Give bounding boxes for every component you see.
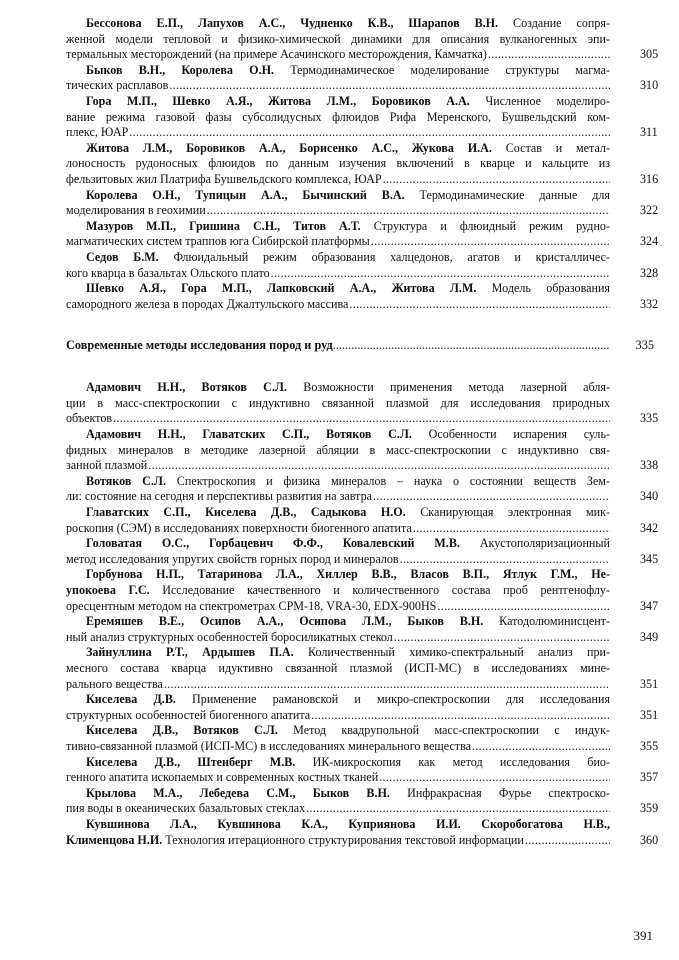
toc-entry — [66, 645, 659, 692]
entry-page-number: 360 — [640, 832, 659, 847]
toc-entry — [66, 536, 659, 567]
entry-page-number: 355 — [640, 738, 659, 753]
entry-page-number: 351 — [640, 707, 659, 722]
leader-dots — [129, 125, 610, 141]
leader-dots — [207, 203, 610, 219]
entry-last-line: пия воды в океанических базальтовых стеклах ..... — [66, 801, 610, 817]
entry-line: женной модели тепловой и физико-химической динамики для описания вулканогенных эпи- — [66, 31, 610, 46]
toc-entry — [66, 723, 659, 754]
toc-entry — [66, 16, 659, 63]
entry-page-number: 345 — [640, 551, 659, 566]
entry-line: Гора М.П., Шевко А.Я., Житова Л.М., Боровиков А.А. Численное моделиро- — [86, 93, 610, 108]
entry-line: Адамович Н.Н., Главатских С.П., Вотяков С.Л. Особенности испарения суль- — [86, 427, 611, 442]
entry-line: Вотяков С.Л. Спектроскопия и физика минералов – наука о состоянии веществ Зем- — [86, 473, 610, 488]
toc-entry — [66, 614, 659, 645]
entry-line: месного состава кварца идуктивно связанной плазмой (ИСП-МС) в исследованиях мине- — [66, 660, 610, 675]
entry-page-number: 311 — [640, 125, 658, 140]
toc-entry — [66, 567, 659, 614]
leader-dots — [148, 458, 610, 474]
leader-dots — [413, 521, 610, 537]
entry-line: Еремяшев В.Е., Осипов А.А., Осипова Л.М., Быков В.Н. Катодолюминисцент- — [86, 614, 610, 629]
toc-list-methods — [66, 380, 659, 848]
leader-dots — [349, 297, 610, 313]
entry-page-number: 335 — [640, 411, 659, 426]
leader-dots — [164, 677, 610, 693]
entry-page-number: 316 — [640, 171, 659, 186]
entry-last-line: метод исследования упругих свойств горных пород и минералов ..... — [66, 552, 610, 568]
leader-dots — [311, 708, 610, 724]
leader-dots — [333, 337, 610, 353]
entry-last-line: Клименцова Н.И. Технология итерационного структурирования текстовой информации ..... — [66, 833, 610, 849]
toc-entry — [66, 218, 659, 250]
entry-line: Бессонова Е.П., Лапухов А.С., Чудненко К.В., Шарапов В.Н. Создание сопря- — [86, 16, 611, 30]
leader-dots — [371, 234, 610, 250]
leader-dots — [383, 172, 610, 188]
entry-line: Адамович Н.Н., Вотяков С.Л. Возможности применения метода лазерной абля- — [86, 380, 610, 395]
toc-entry — [66, 754, 659, 786]
entry-line: упокоева Г.С. Исследование качественного и количественного состава проб рентгенофлу- — [66, 583, 610, 597]
leader-dots — [400, 552, 610, 568]
section-page-number: 335 — [635, 338, 654, 353]
entry-page-number: 359 — [640, 801, 659, 816]
entry-last-line: самородного железа в породах Джалтульского массива ..... — [66, 297, 610, 313]
entry-last-line: плекс, ЮАР ..... — [66, 125, 610, 141]
entry-last-line: занной плазмой ..... — [66, 458, 610, 474]
leader-dots — [525, 833, 610, 849]
entry-last-line: генного апатита ископаемых и современных костных тканей ..... — [66, 770, 610, 786]
entry-line: вание режима газовой фазы субсолидусных флюидов Рифа Меренского, Бушвельдский ком- — [66, 109, 610, 124]
entry-page-number: 332 — [640, 296, 659, 311]
entry-last-line: рального вещества ..... — [66, 677, 610, 693]
leader-dots — [169, 78, 610, 94]
entry-line: Быков В.Н., Королева О.Н. Термодинамическое моделирование структуры магма- — [86, 62, 610, 77]
entry-page-number: 340 — [640, 489, 659, 504]
entry-page-number: 338 — [640, 458, 659, 473]
entry-last-line: ный анализ структурных особенностей боросиликатных стекол ..... — [66, 630, 610, 646]
entry-line: фидных минералов в методике лазерной абляции в масс-спектроскопии с индуктивно свя- — [66, 442, 610, 457]
toc-entry — [66, 93, 658, 141]
entry-last-line: структурных особенностей биогенного апатита ..... — [66, 708, 610, 724]
entry-line: Житова Л.М., Боровиков А.А., Борисенко А.С., Жукова И.А. Состав и метал- — [86, 140, 610, 155]
toc-entry — [66, 281, 659, 312]
leader-dots — [306, 801, 610, 817]
toc-entry — [66, 380, 659, 427]
leader-dots — [113, 411, 610, 427]
entry-line: Горбунова Н.П., Татаринова Л.А., Хиллер В.В., Власов В.П., Ятлук Г.М., Не- — [86, 567, 610, 582]
entry-page-number: 310 — [640, 78, 659, 93]
entry-line: Главатских С.П., Киселева Д.В., Садыкова Н.О. Сканирующая электронная мик- — [86, 505, 610, 520]
entry-page-number: 347 — [640, 598, 659, 613]
entry-last-line: моделирования в геохимии ..... — [66, 203, 610, 219]
entry-line: Крылова М.А., Лебедева С.М., Быков В.Н. Инфракрасная Фурье спектроско- — [86, 785, 610, 800]
entry-page-number: 357 — [640, 770, 659, 785]
entry-line: Головатая О.С., Горбацевич Ф.Ф., Ковалевский М.В. Акустополяризационный — [86, 536, 610, 551]
table-of-contents — [66, 16, 659, 848]
toc-entry — [66, 249, 659, 281]
entry-line: ции в масс-спектроскопии с индуктивно связанной плазмой для исследования природных — [66, 395, 610, 410]
entry-last-line: фельзитовых жил Платрифа Бушвельдского комплекса, ЮАР ..... — [66, 172, 610, 188]
leader-dots — [472, 739, 610, 755]
entry-last-line: оресцентным методом на спектрометрах СРМ-18, VRA-30, EDX-900HS ..... — [66, 599, 610, 615]
entry-page-number: 305 — [640, 47, 659, 62]
entry-last-line: тивно-связанной плазмой (ИСП-МС) в исследованиях минерального вещества ..... — [66, 739, 610, 755]
entry-last-line: роскопия (СЭМ) в исследованиях поверхности биогенного апатита ..... — [66, 521, 610, 537]
toc-entry — [66, 427, 659, 474]
toc-entry — [66, 816, 659, 848]
entry-line: Киселева Д.В., Штенберг М.В. ИК-микроскопия как метод исследования био- — [86, 754, 611, 769]
entry-last-line: термальных месторождений (на примере Асачинского месторождения, Камчатка) ..... — [66, 47, 610, 63]
leader-dots — [379, 770, 610, 786]
entry-page-number: 322 — [640, 203, 659, 218]
section-heading — [66, 337, 654, 353]
entry-line: лоносность рудоносных флюидов по данным изучения включений в кварце и кальците из — [66, 156, 610, 171]
entry-last-line: ли: состояние на сегодня и перспективы развития на завтра ..... — [66, 489, 610, 505]
section-title: Современные методы исследования пород и руд — [66, 338, 333, 353]
toc-entry — [66, 692, 659, 723]
entry-line: Седов Б.М. Флюидальный режим образования халцедонов, агатов и кристалличес- — [86, 249, 610, 264]
entry-last-line: кого кварца в базальтах Ольского плато ..... — [66, 266, 610, 282]
toc-entry — [66, 140, 659, 188]
leader-dots — [394, 630, 610, 646]
entry-page-number: 342 — [640, 520, 659, 535]
toc-entry — [66, 473, 659, 505]
entry-page-number: 328 — [640, 265, 659, 280]
entry-line: Мазуров М.П., Гришина С.Н., Титов А.Т. Структура и флюидный режим рудно- — [86, 218, 610, 233]
leader-dots — [488, 47, 610, 63]
entry-line: Киселева Д.В., Вотяков С.Л. Метод квадрупольной масс-спектроскопии с индук- — [86, 723, 610, 738]
entry-page-number: 351 — [640, 676, 659, 691]
entry-last-line: тических расплавов ..... — [66, 78, 610, 94]
toc-entry — [66, 62, 659, 94]
entry-last-line: объектов ..... — [66, 411, 610, 427]
toc-entry — [66, 505, 659, 536]
entry-line: Зайнуллина Р.Т., Ардышев П.А. Количественный химико-спектральный анализ при- — [86, 645, 610, 660]
entry-line: Кувшинова Л.А., Кувшинова К.А., Куприянова И.И. Скоробогатова Н.В., — [86, 816, 610, 831]
entry-last-line: магматических систем траппов юга Сибирской платформы ..... — [66, 234, 610, 250]
toc-list-geochemistry — [66, 16, 659, 312]
entry-line: Королева О.Н., Тупицын А.А., Бычинский В.А. Термодинамические данные для — [86, 187, 610, 202]
entry-page-number: 349 — [640, 629, 659, 644]
entry-page-number: 324 — [640, 234, 659, 249]
entry-line: Киселева Д.В. Применение рамановской и микро-спектроскопии для исследования — [86, 692, 611, 707]
leader-dots — [271, 266, 610, 282]
entry-line: Шевко А.Я., Гора М.П., Лапковский А.А., Житова Л.М. Модель образования — [86, 281, 610, 296]
toc-entry — [66, 785, 659, 817]
toc-entry — [66, 187, 659, 219]
leader-dots — [373, 489, 610, 505]
page-number: 391 — [633, 928, 653, 943]
leader-dots — [437, 599, 610, 615]
